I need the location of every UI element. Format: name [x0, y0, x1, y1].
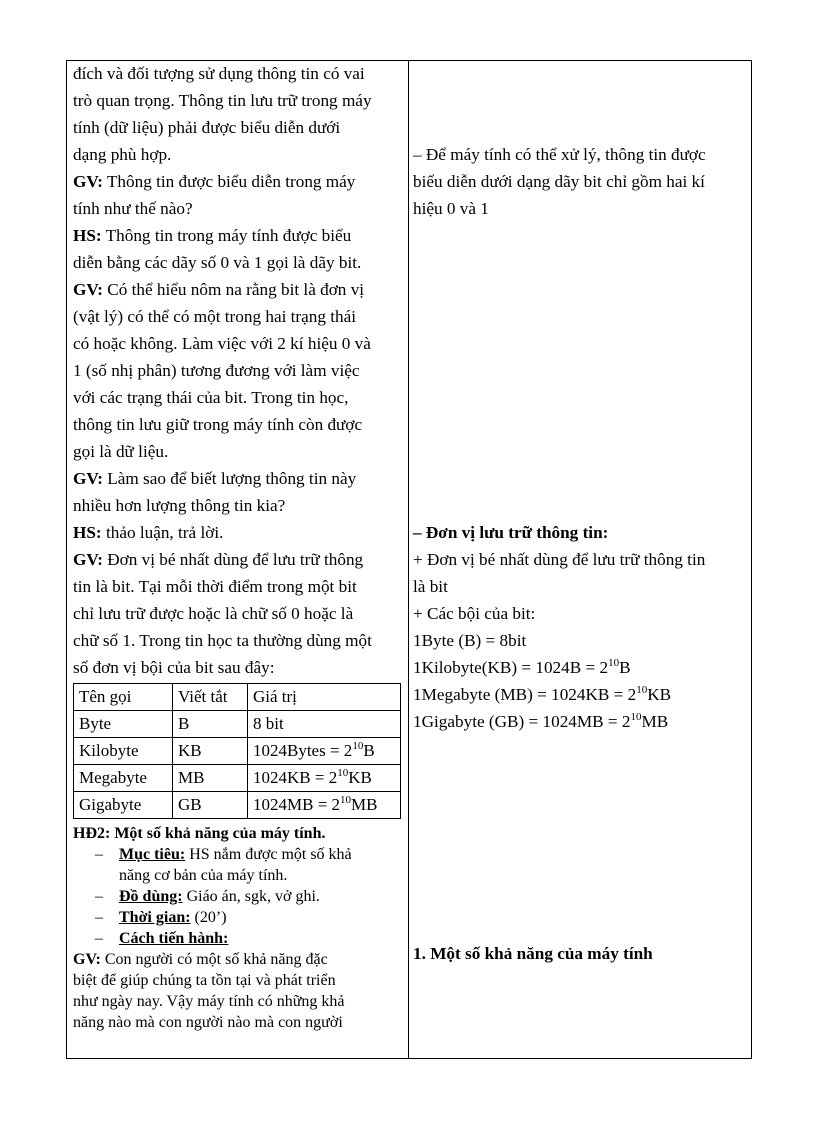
- text-line: (vật lý) có thể có một trong hai trạng thái: [73, 307, 357, 326]
- text-line: tính (dữ liệu) phải được biểu diễn dưới: [73, 118, 341, 137]
- table-cell: $1024KB = 2^{10}KB$: [248, 765, 401, 792]
- text-line: 1Byte (B) = 8bit: [413, 631, 527, 650]
- unit-heading: – Đơn vị lưu trữ thông tin:: [413, 523, 609, 542]
- bullet-muc-tieu-cont: năng cơ bản của máy tính.: [119, 867, 288, 884]
- table-header: Tên gọi: [74, 684, 173, 711]
- hs-answer-2: HS: thảo luận, trả lời.: [73, 523, 224, 542]
- table-header-row: [74, 684, 401, 711]
- kilobyte-line: 1Kilobyte(KB) = $1024B = 2^{10}B$: [413, 657, 631, 677]
- text-line: hiệu 0 và 1: [413, 199, 489, 218]
- text-line: chỉ lưu trữ được hoặc là chữ số 0 hoặc là: [73, 604, 354, 623]
- text-line: tin là bit. Tại mỗi thời điểm trong một bit: [73, 577, 357, 596]
- text-line: dạng phù hợp.: [73, 145, 172, 164]
- text-line: trò quan trọng. Thông tin lưu trữ trong máy: [73, 91, 372, 110]
- text-line: đích và đối tượng sử dụng thông tin có vai: [73, 64, 365, 83]
- gv-intro-5: GV: Con người có một số khả năng đặc: [73, 951, 328, 968]
- table-row: [74, 765, 401, 792]
- text-line: số đơn vị bội của bit sau đây:: [73, 658, 275, 677]
- text-line: với các trạng thái của bit. Trong tin học,: [73, 388, 349, 407]
- text-line: 1 (số nhị phân) tương đương với làm việc: [73, 361, 360, 380]
- bullet-do-dung: – Đồ dùng: Giáo án, sgk, vở ghi.: [95, 888, 320, 905]
- text-line: nhiều hơn lượng thông tin kia?: [73, 496, 286, 515]
- text-line: diễn bằng các dãy số 0 và 1 gọi là dãy bit.: [73, 253, 362, 272]
- table-row: [74, 792, 401, 819]
- column-divider: [408, 60, 409, 1059]
- gv-question-1: GV: Thông tin được biểu diễn trong máy: [73, 172, 356, 191]
- text-line: tính như thế nào?: [73, 199, 193, 218]
- table-cell: B: [173, 711, 248, 738]
- bullet-muc-tieu: – Mục tiêu: HS nắm được một số khả: [95, 846, 352, 863]
- gigabyte-line: 1Gigabyte $(GB) = 1024MB = 2^{10}MB$: [413, 711, 669, 731]
- hd2-title: HĐ2: Một số khả năng của máy tính.: [73, 825, 326, 842]
- text-line: chữ số 1. Trong tin học ta thường dùng một: [73, 631, 372, 650]
- text-line: năng nào mà con người nào mà con người: [73, 1014, 343, 1031]
- hs-answer-1: HS: Thông tin trong máy tính được biểu: [73, 226, 352, 245]
- left-column: [73, 60, 401, 1033]
- table-cell: Kilobyte: [74, 738, 173, 765]
- text-line: thông tin lưu giữ trong máy tính còn được: [73, 415, 363, 434]
- bullet-thoi-gian: – Thời gian: (20’): [95, 909, 227, 926]
- table-cell: Byte: [74, 711, 173, 738]
- gv-explain-2: GV: Có thể hiểu nôm na rằng bit là đơn vị: [73, 280, 365, 299]
- text-line: gọi là dữ liệu.: [73, 442, 169, 461]
- hd2-section: [73, 823, 401, 1033]
- gv-explain-4: GV: Đơn vị bé nhất dùng để lưu trữ thông: [73, 550, 364, 569]
- table-cell: GB: [173, 792, 248, 819]
- bullet-cach-tien-hanh: – Cách tiến hành:: [95, 930, 229, 947]
- text-line: là bit: [413, 577, 448, 596]
- text-line: – Để máy tính có thể xử lý, thông tin được: [413, 145, 706, 164]
- table-header: Giá trị: [248, 684, 401, 711]
- text-line: + Đơn vị bé nhất dùng để lưu trữ thông tin: [413, 550, 706, 569]
- units-table: [73, 683, 401, 819]
- table-cell: MB: [173, 765, 248, 792]
- text-line: + Các bội của bit:: [413, 604, 536, 623]
- section-heading: 1. Một số khả năng của máy tính: [413, 944, 653, 963]
- megabyte-line: 1Megabyte $(MB) = 1024KB = 2^{10}KB$: [413, 684, 672, 704]
- table-cell: 8 bit: [248, 711, 401, 738]
- text-line: biểu diễn dưới dạng dãy bit chỉ gồm hai kí: [413, 172, 705, 191]
- table-cell: $1024MB = 2^{10}MB$: [248, 792, 401, 819]
- table-cell: 1024Bytes = $2^{10}B$: [248, 738, 401, 765]
- text-line: biệt để giúp chúng ta tồn tại và phát triển: [73, 972, 336, 989]
- table-cell: Megabyte: [74, 765, 173, 792]
- table-cell: KB: [173, 738, 248, 765]
- text-line: có hoặc không. Làm việc với 2 kí hiệu 0 và: [73, 334, 371, 353]
- table-row: [74, 711, 401, 738]
- right-column: [413, 60, 745, 967]
- table-row: [74, 738, 401, 765]
- table-header: Viết tắt: [173, 684, 248, 711]
- gv-question-3: GV: Làm sao để biết lượng thông tin này: [73, 469, 357, 488]
- text-line: như ngày nay. Vậy máy tính có những khả: [73, 993, 345, 1010]
- table-cell: Gigabyte: [74, 792, 173, 819]
